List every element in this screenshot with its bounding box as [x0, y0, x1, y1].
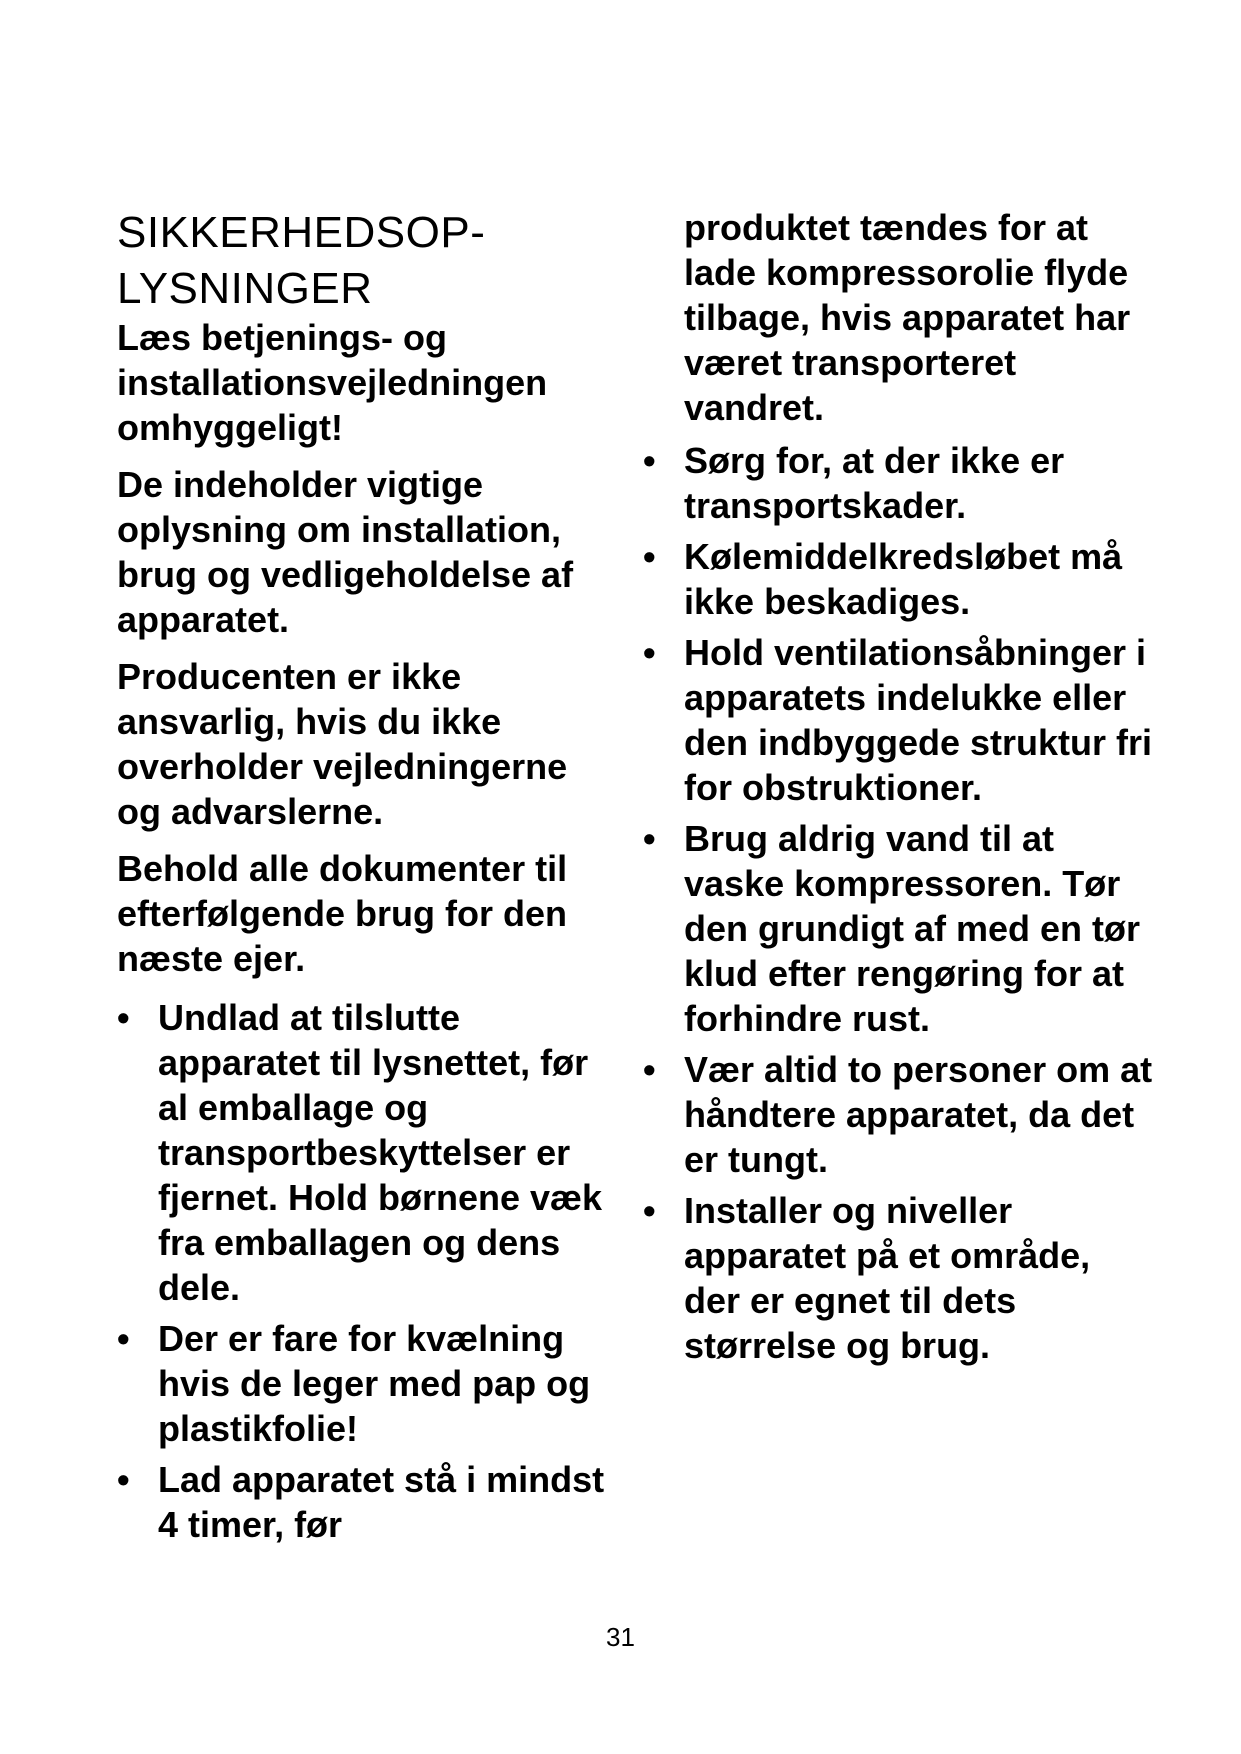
- list-item: • Vær altid to personer om at håndtere apparatet, da det er tungt.: [653, 1047, 1153, 1182]
- bullet-continuation: produktet tændes for at lade kompressorolie flyde tilbage, hvis apparatet har været transporteret vandret.: [684, 207, 1131, 428]
- page-title: [117, 205, 617, 317]
- list-item: • Undlad at tilslutte apparatet til lysnettet, før al emballage og transportbeskyttelser er fjernet. Hold børnene væk fra emballagen og dens dele.: [117, 995, 617, 1310]
- liability-paragraph: Producenten er ikke ansvarlig, hvis du ikke overholder vejledningerne og advarslerne.: [117, 656, 568, 832]
- title-line-1: SIKKERHEDSOP-: [117, 208, 486, 257]
- list-item: • Installer og niveller apparatet på et område, der er egnet til dets størrelse og brug.: [653, 1188, 1153, 1368]
- list-item: • Kølemiddelkredsløbet må ikke beskadiges.: [653, 534, 1153, 624]
- right-bullet-list: [653, 438, 1153, 1368]
- list-item: • Brug aldrig vand til at vaske kompressoren. Tør den grundigt af med en tør klud efter rengøring for at forhindre rust.: [653, 816, 1153, 1041]
- list-item: • Der er fare for kvælning hvis de leger med pap og plastikfolie!: [117, 1316, 617, 1451]
- left-column: [117, 205, 617, 1553]
- list-item: • Lad apparatet stå i mindst 4 timer, før: [117, 1457, 617, 1547]
- left-bullet-list: [117, 995, 617, 1547]
- keep-documents-paragraph: Behold alle dokumenter til efterfølgende brug for den næste ejer.: [117, 848, 568, 979]
- title-line-2: LYSNINGER: [117, 264, 373, 313]
- right-column: [653, 205, 1153, 1374]
- page-number: 31: [606, 1622, 635, 1652]
- info-paragraph: De indeholder vigtige oplysning om installation, brug og vedligeholdelse af apparatet.: [117, 464, 574, 640]
- list-item: • Hold ventilationsåbninger i apparatets indelukke eller den indbyggede struktur fri for obstruktioner.: [653, 630, 1153, 810]
- intro-paragraph: Læs betjenings- og installationsvejledningen omhyggeligt!: [117, 317, 548, 448]
- list-item: • Sørg for, at der ikke er transportskader.: [653, 438, 1153, 528]
